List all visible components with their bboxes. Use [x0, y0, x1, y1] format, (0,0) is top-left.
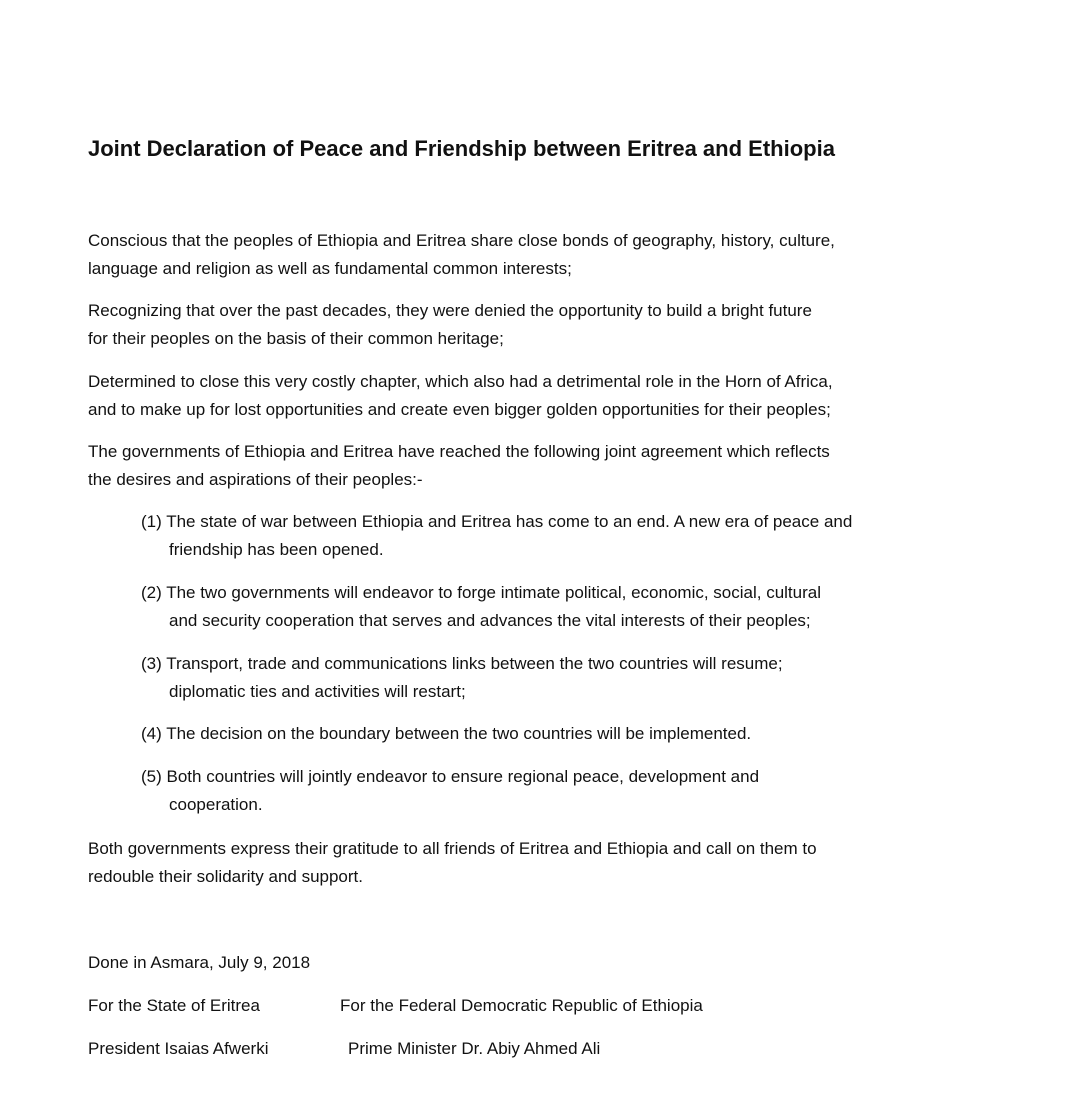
paragraph-line: redouble their solidarity and support.	[88, 867, 363, 886]
article-line: (4) The decision on the boundary between the two countries will be implemented.	[141, 724, 752, 743]
article-item-4	[141, 720, 971, 748]
article-line: diplomatic ties and activities will restart;	[169, 682, 466, 701]
place-date: Done in Asmara, July 9, 2018	[88, 953, 311, 972]
article-line: (1) The state of war between Ethiopia and Eritrea has come to an end. A new era of peace and	[141, 512, 853, 531]
paragraph-line: Determined to close this very costly chapter, which also had a detrimental role in the Horn of Africa,	[88, 372, 833, 391]
article-line: (2) The two governments will endeavor to forge intimate political, economic, social, cultural	[141, 583, 821, 602]
article-line: (5) Both countries will jointly endeavor to ensure regional peace, development and	[141, 767, 760, 786]
closing-paragraph	[88, 835, 968, 891]
article-item-5	[141, 763, 971, 819]
paragraph-line: language and religion as well as fundamental common interests;	[88, 259, 572, 278]
article-item-2	[141, 579, 971, 635]
preamble-paragraph-governments	[88, 438, 968, 494]
document-title: Joint Declaration of Peace and Friendship between Eritrea and Ethiopia	[88, 136, 835, 161]
preamble-paragraph-determined	[88, 368, 968, 424]
preamble-paragraph-conscious	[88, 227, 968, 283]
article-line: (3) Transport, trade and communications links between the two countries will resume;	[141, 654, 783, 673]
article-item-3	[141, 650, 971, 706]
eritrea-party: For the State of Eritrea	[88, 996, 260, 1015]
paragraph-line: Both governments express their gratitude to all friends of Eritrea and Ethiopia and call on them to	[88, 839, 817, 858]
article-line: friendship has been opened.	[169, 540, 384, 559]
ethiopia-party: For the Federal Democratic Republic of Ethiopia	[340, 996, 703, 1015]
article-line: cooperation.	[169, 795, 263, 814]
paragraph-line: Conscious that the peoples of Ethiopia and Eritrea share close bonds of geography, history, culture,	[88, 231, 835, 250]
paragraph-line: The governments of Ethiopia and Eritrea have reached the following joint agreement which reflects	[88, 442, 830, 461]
paragraph-line: for their peoples on the basis of their common heritage;	[88, 329, 504, 348]
ethiopia-signatory: Prime Minister Dr. Abiy Ahmed Ali	[348, 1039, 601, 1058]
paragraph-line: Recognizing that over the past decades, they were denied the opportunity to build a bright future	[88, 301, 812, 320]
article-item-1	[141, 508, 971, 564]
preamble-paragraph-recognizing	[88, 297, 968, 353]
paragraph-line: and to make up for lost opportunities and create even bigger golden opportunities for their peoples;	[88, 400, 831, 419]
article-line: and security cooperation that serves and advances the vital interests of their peoples;	[169, 611, 811, 630]
eritrea-signatory: President Isaias Afwerki	[88, 1039, 269, 1058]
paragraph-line: the desires and aspirations of their peoples:-	[88, 470, 423, 489]
